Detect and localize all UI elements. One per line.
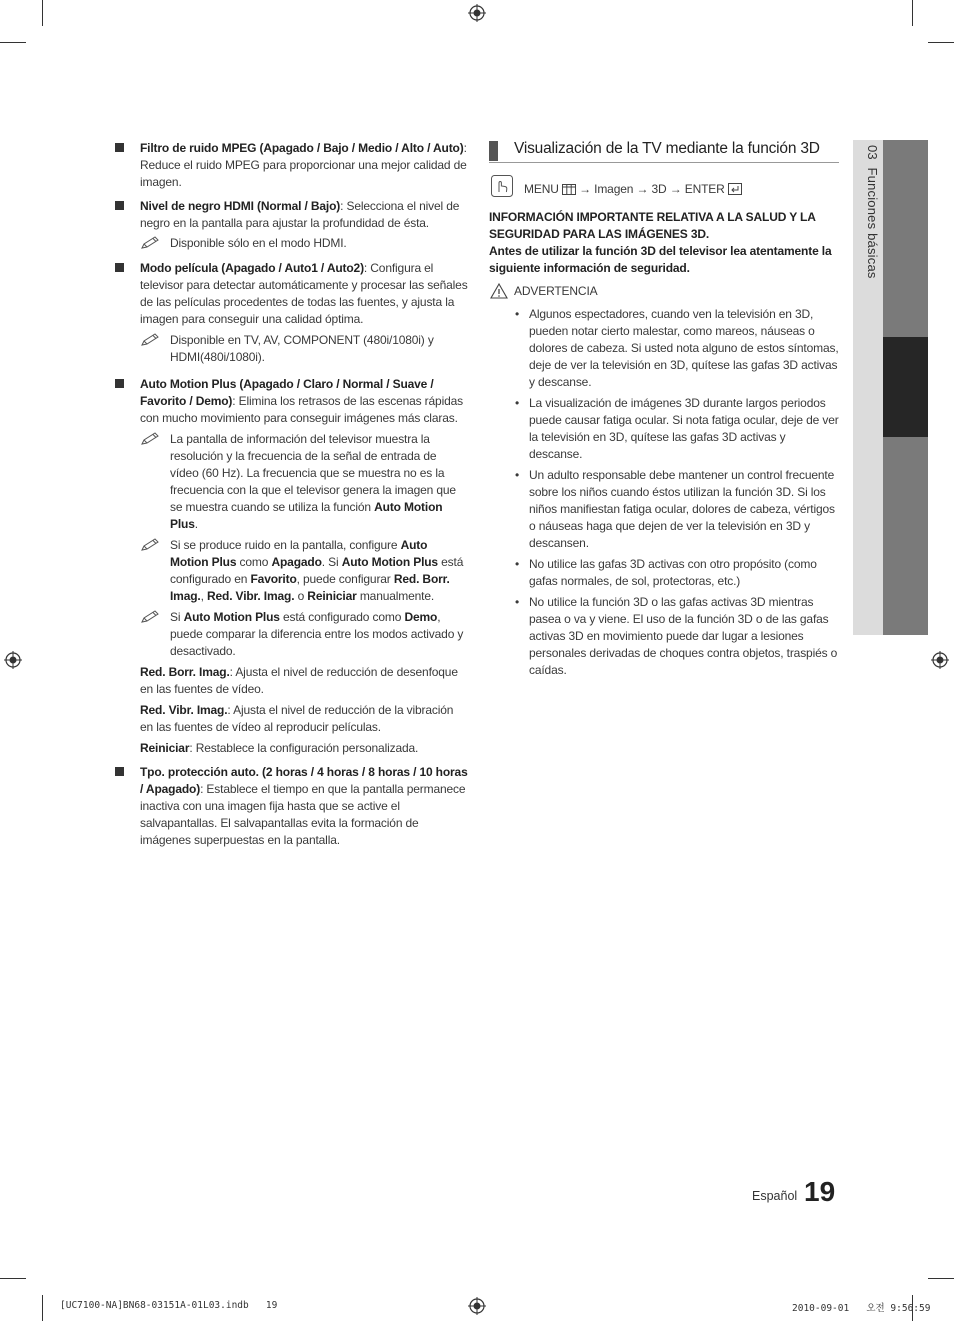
health-heading: INFORMACIÓN IMPORTANTE RELATIVA A LA SALUD Y LA SEGURIDAD PARA LAS IMÁGENES 3D. <box>489 210 816 241</box>
note-bold: Red. Vibr. Imag. <box>206 589 295 603</box>
list-item-noise-filter <box>112 140 468 191</box>
option-label: Red. Vibr. Imag. <box>140 703 228 717</box>
note-bold: Red. Borr. Imag. <box>170 572 450 603</box>
print-date-info <box>792 1300 930 1314</box>
list-item <box>489 306 839 391</box>
note-bold: Auto Motion Plus <box>170 500 443 531</box>
list-item <box>489 467 839 552</box>
item-desc: : Reduce el ruido MPEG para proporcionar una mejor calidad de imagen. <box>140 141 467 189</box>
list-item <box>489 594 839 679</box>
pencil-note-icon <box>140 333 160 347</box>
list-item-film-mode <box>112 260 468 328</box>
item-label: Nivel de negro HDMI (Normal / Bajo) <box>140 199 341 213</box>
item-desc: : Elimina los retrasos de las escenas rápidas con mucho movimiento para conseguir imágenes más claras. <box>140 394 463 425</box>
note <box>112 537 468 605</box>
side-tab-block <box>883 140 928 337</box>
item-label: Modo película (Apagado / Auto1 / Auto2) <box>140 261 364 275</box>
enter-icon <box>728 183 742 195</box>
registration-mark-icon <box>4 651 22 669</box>
dot-bullet: • <box>515 595 520 609</box>
hand-menu-icon <box>491 175 513 197</box>
warning-header <box>489 283 839 300</box>
list-item-hdmi-black <box>112 198 468 232</box>
dot-bullet: • <box>515 307 520 321</box>
note-text: , puede configurar <box>296 572 394 586</box>
sub-option-reset <box>112 740 468 757</box>
registration-mark-icon <box>468 4 486 22</box>
item-label: Auto Motion Plus (Apagado / Claro / Normal / Suave / Favorito / Demo) <box>140 377 434 408</box>
sub-option-blur <box>112 664 468 698</box>
menu-path <box>489 175 839 201</box>
side-tab-block <box>883 437 928 635</box>
list-item <box>489 395 839 463</box>
pencil-note-icon <box>140 236 160 250</box>
note <box>112 431 468 533</box>
note-text: está configurado como <box>279 610 405 624</box>
pencil-note-icon <box>140 538 160 552</box>
print-file-info <box>60 1300 277 1311</box>
note-text: , <box>200 589 207 603</box>
note-text: , puede comparar la diferencia entre los modos activado y desactivado. <box>170 610 464 658</box>
bullet-text: Algunos espectadores, cuando ven la televisión en 3D, pueden notar cierto malestar, como mareos, náuseas o dolores de cabeza. Si usted nota alguno de estos síntomas, deje de ver la televisión en 3D, quítese las gafas 3D activas y descanse. <box>529 307 839 389</box>
section-title: Visualización de la TV mediante la función 3D <box>514 140 820 157</box>
list-item-screen-protection <box>112 764 468 849</box>
crop-mark <box>42 1295 43 1321</box>
sub-option-judder <box>112 702 468 736</box>
note <box>112 235 468 252</box>
note-text: . Si <box>321 555 342 569</box>
file-info-text: [UC7100-NA]BN68-03151A-01L03.indb 19 <box>60 1300 278 1311</box>
square-bullet <box>115 379 124 388</box>
menu-word: MENU <box>524 182 559 196</box>
side-tab-block-active <box>883 337 928 437</box>
crop-mark <box>0 42 26 43</box>
registration-mark-icon <box>468 1297 486 1315</box>
right-column <box>489 140 839 683</box>
bullet-text: No utilice las gafas 3D activas con otro propósito (como gafas normales, de sol, protectoras, etc.) <box>529 557 817 588</box>
note-text: Disponible en TV, AV, COMPONENT (480i/1080i) y HDMI(480i/1080i). <box>170 333 434 364</box>
note-bold: Auto Motion Plus <box>170 538 428 569</box>
section-bar <box>489 141 498 161</box>
item-label: Filtro de ruido MPEG (Apagado / Bajo / Medio / Alto / Auto) <box>140 141 464 155</box>
item-desc: : Establece el tiempo en que la pantalla permanece inactiva con una imagen fija hasta que se active el salvapantallas. El salvapantallas evita la formación de imágenes superpuestas en la pantalla. <box>140 782 466 847</box>
note-bold: Favorito <box>250 572 297 586</box>
dot-bullet: • <box>515 396 520 410</box>
page-language: Español <box>752 1189 798 1203</box>
pencil-note-icon <box>140 610 160 624</box>
note-bold: Auto Motion Plus <box>183 610 280 624</box>
page-number: 19 <box>804 1176 836 1207</box>
menu-grid-icon <box>562 184 576 195</box>
crop-mark <box>42 0 43 26</box>
note-text: . <box>194 517 198 531</box>
crop-mark <box>912 0 913 26</box>
chapter-title: Funciones básicas <box>865 167 880 279</box>
warning-triangle-icon <box>490 283 508 299</box>
health-intro: Antes de utilizar la función 3D del televisor lea atentamente la siguiente información de seguridad. <box>489 244 832 275</box>
left-column <box>112 140 468 856</box>
bullet-text: No utilice la función 3D o las gafas activas 3D mientras pasea o va y viene. El uso de la función 3D o de las gafas activas 3D en movimiento puede dar lugar a lesiones personales derivadas de choques contra objetos, traspiés o caídas. <box>529 595 838 677</box>
note <box>112 332 468 366</box>
warning-label: ADVERTENCIA <box>514 284 598 298</box>
pencil-note-icon <box>140 432 160 446</box>
menu-path-text <box>524 181 742 198</box>
crop-mark <box>0 1278 26 1279</box>
square-bullet <box>115 263 124 272</box>
enter-word: ENTER <box>684 182 725 196</box>
list-item <box>489 556 839 590</box>
note-bold: Reiniciar <box>307 589 357 603</box>
note-text: Si se produce ruido en la pantalla, configure <box>170 538 401 552</box>
dot-bullet: • <box>515 557 520 571</box>
section-header <box>489 140 839 163</box>
note-bold: Demo <box>404 610 438 624</box>
item-label: Tpo. protección auto. (2 horas / 4 horas / 8 horas / 10 horas / Apagado) <box>140 765 468 796</box>
square-bullet <box>115 143 124 152</box>
dot-bullet: • <box>515 468 520 482</box>
registration-mark-icon <box>931 651 949 669</box>
date-info-text: 2010-09-01 오전 9:56:59 <box>792 1303 931 1314</box>
chapter-label <box>865 145 880 279</box>
square-bullet <box>115 201 124 210</box>
note-text: La pantalla de información del televisor muestra la resolución y la frecuencia de la señal de entrada de vídeo (60 Hz). La frecuencia que se muestra no es la frecuencia con la que el televisor genera la imagen que se muestra cuando se utiliza la función <box>170 432 456 514</box>
chapter-number: 03 <box>865 145 880 160</box>
option-desc: : Ajusta el nivel de reducción de desenfoque en las fuentes de vídeo. <box>140 665 458 696</box>
menu-path-middle: → Imagen → 3D → <box>575 182 685 196</box>
option-desc: : Ajusta el nivel de reducción de la vibración en las fuentes de vídeo al reproducir películas. <box>140 703 454 734</box>
option-label: Red. Borr. Imag. <box>140 665 230 679</box>
item-desc: : Selecciona el nivel de negro en la pantalla para ajustar la profundidad de ésta. <box>140 199 460 230</box>
note-bold: Auto Motion Plus <box>341 555 438 569</box>
note-text: como <box>236 555 272 569</box>
crop-mark <box>928 42 954 43</box>
bullet-text: Un adulto responsable debe mantener un control frecuente sobre los niños cuando éstos utilizan la función 3D. Si los niños manifiestan fatiga ocular, dolores de cabeza, vértigos o náuseas haga que dejen de ver la televisión en 3D y descansen. <box>529 468 835 550</box>
option-desc: : Restablece la configuración personalizada. <box>189 741 419 755</box>
note-text: o <box>294 589 308 603</box>
list-item-auto-motion-plus <box>112 376 468 427</box>
note-text: Disponible sólo en el modo HDMI. <box>170 236 347 250</box>
note-text: manualmente. <box>356 589 435 603</box>
square-bullet <box>115 767 124 776</box>
note-text: está configurado en <box>170 555 464 586</box>
bullet-text: La visualización de imágenes 3D durante largos periodos puede causar fatiga ocular. Si nota fatiga ocular, deje de ver la televisión en 3D, quítese las gafas 3D activas y descanse. <box>529 396 839 461</box>
note <box>112 609 468 660</box>
note-bold: Apagado <box>271 555 322 569</box>
item-desc: : Configura el televisor para detectar automáticamente y procesar las señales de las películas procedentes de todas las fuentes, y ajusta la imagen para conseguir una calidad óptima. <box>140 261 468 326</box>
note-text: Si <box>170 610 184 624</box>
option-label: Reiniciar <box>140 741 190 755</box>
crop-mark <box>928 1278 954 1279</box>
